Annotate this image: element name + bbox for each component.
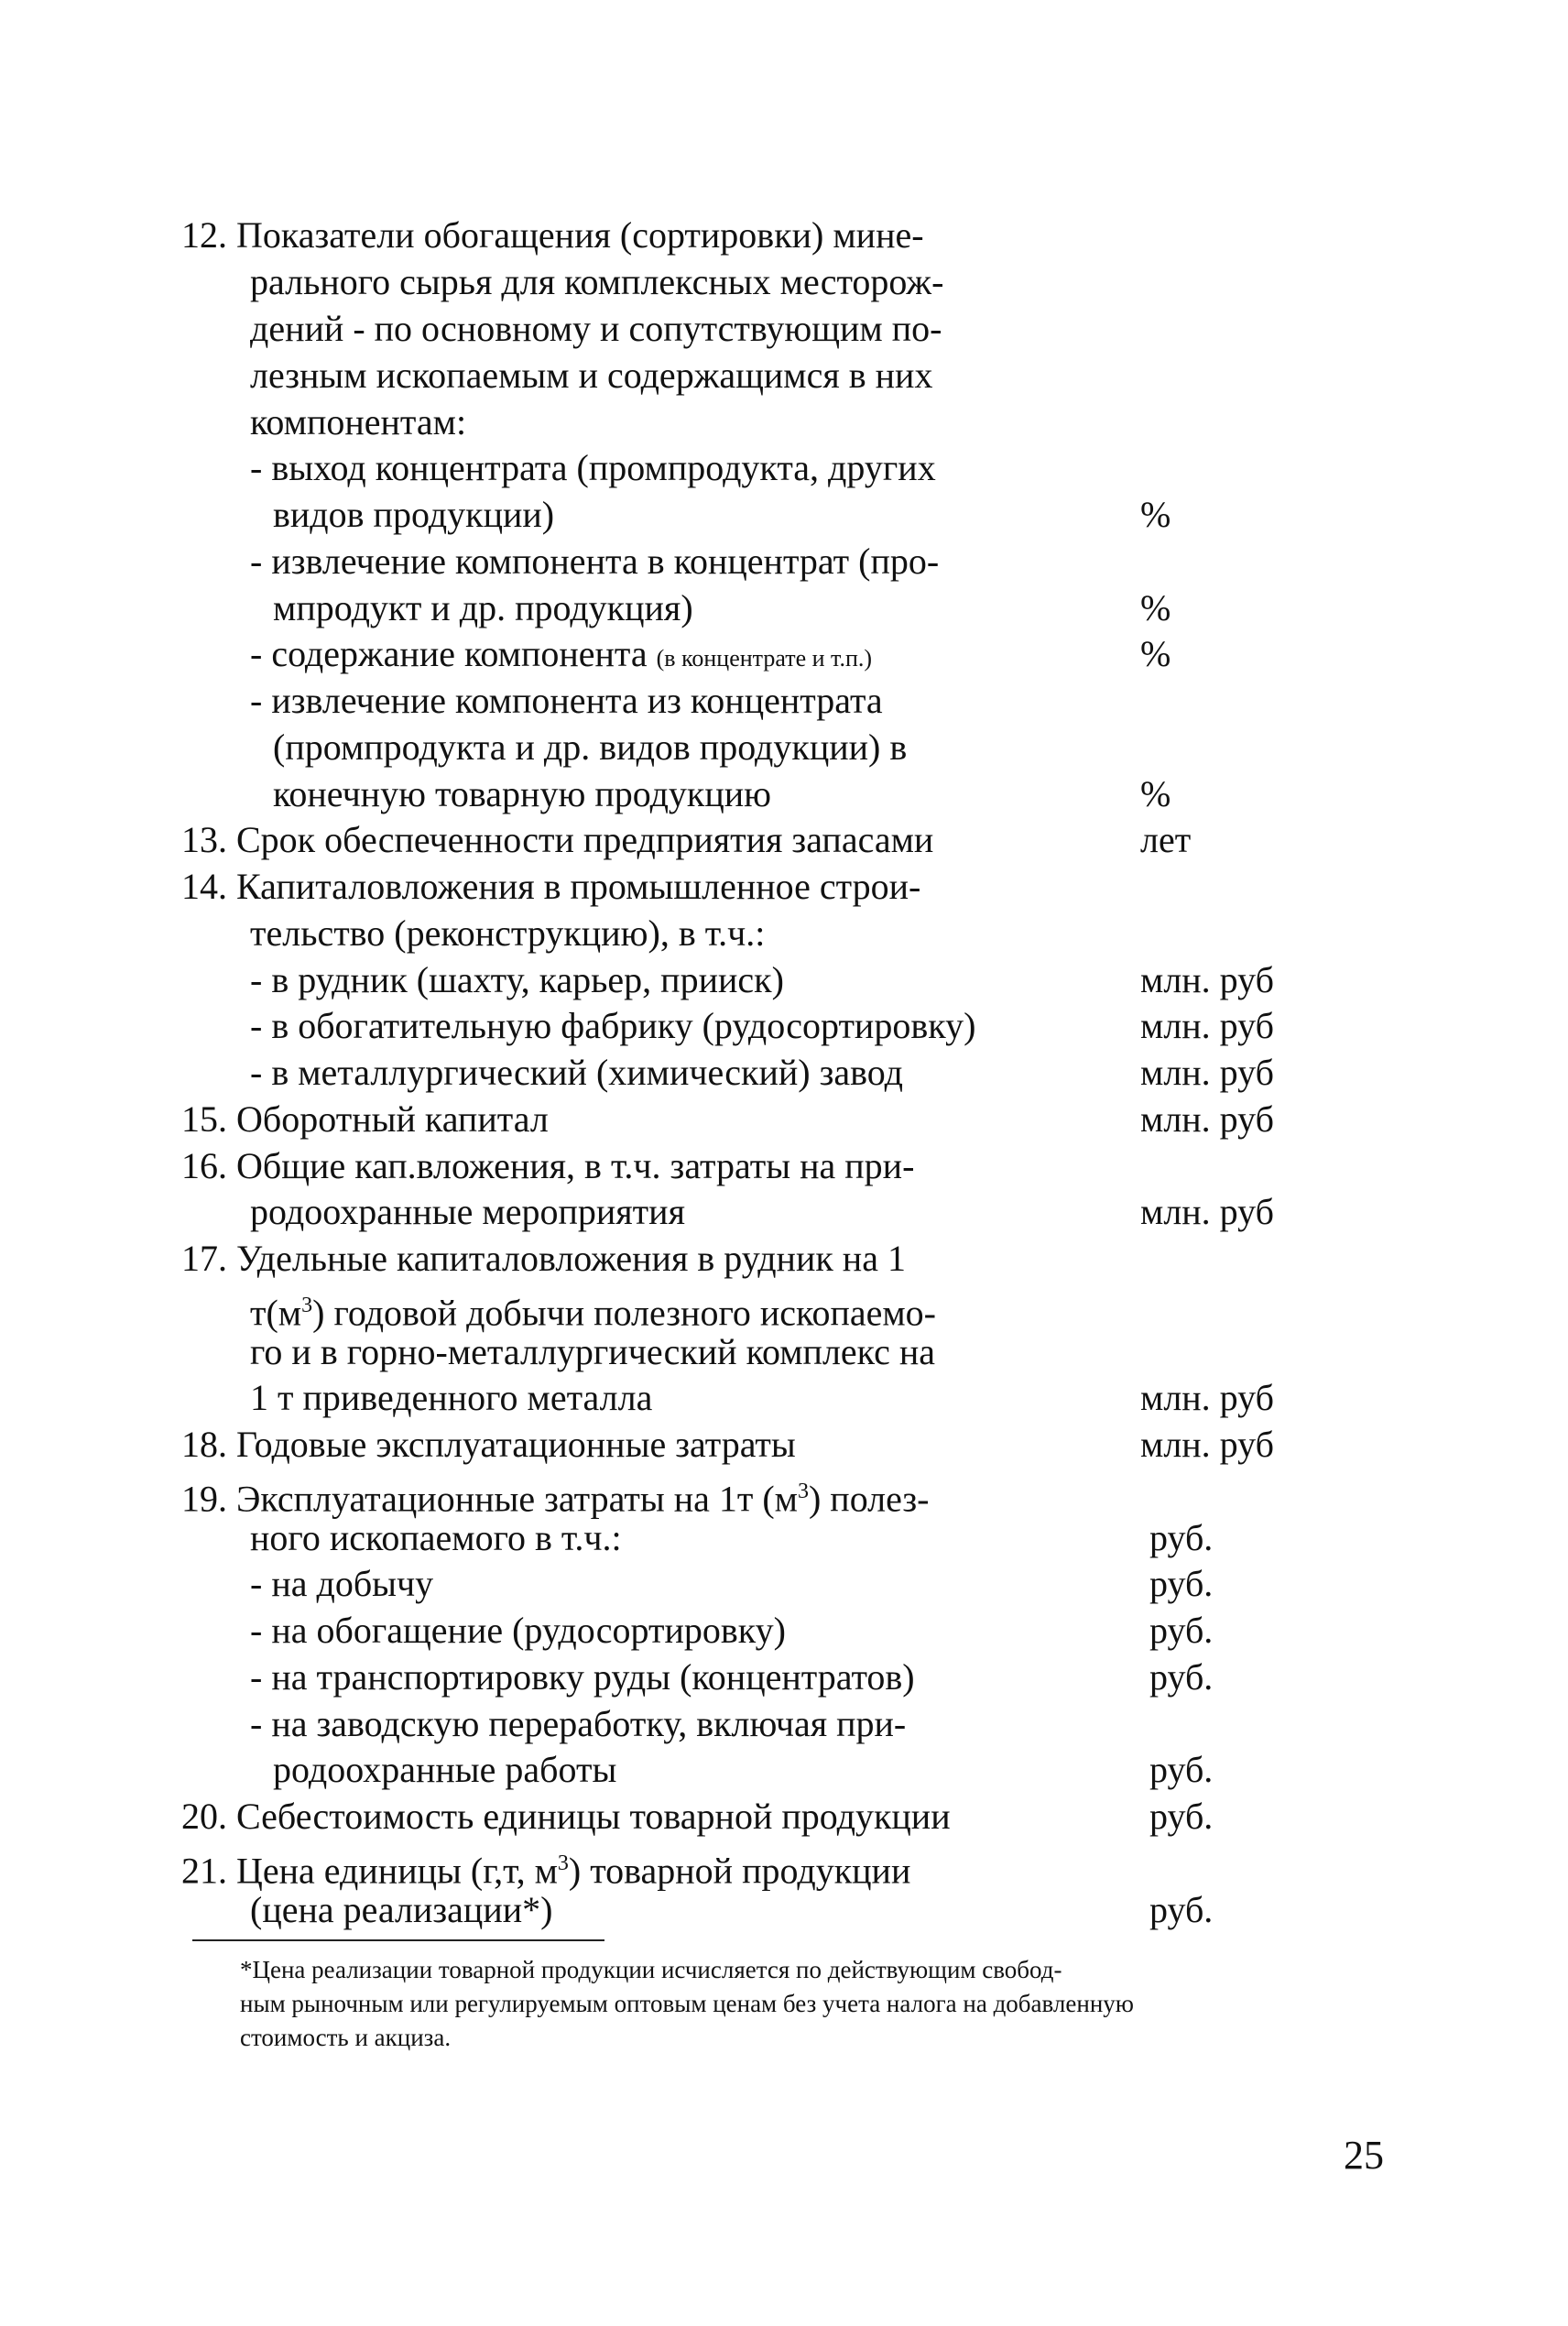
item-20: 20. Себестоимость единицы товарной продукции [181, 1796, 951, 1837]
item-17-line-3: го и в горно-металлургический комплекс на [250, 1331, 936, 1372]
item-19-sub-processing: - на обогащение (рудосортировку) [250, 1610, 786, 1651]
item-21-line-1 [181, 1840, 910, 1894]
item-12-sub-content [250, 631, 872, 682]
item-12-line-2: рального сырья для комплексных месторож- [250, 261, 944, 302]
item-12-sub-content-text: - содержание компонента [250, 633, 657, 674]
superscript-3: 3 [797, 1480, 809, 1503]
item-16-line-1: 16. Общие кап.вложения, в т.ч. затраты на при- [181, 1145, 915, 1186]
item-12-sub-yield-cont: видов продукции) [273, 494, 555, 535]
item-21-line-2: (цена реализации*) [250, 1889, 553, 1930]
footnote-line-3: стоимость и акциза. [240, 2024, 452, 2051]
unit-rub: руб. [1149, 1749, 1214, 1790]
unit-mln-rub: млн. руб [1140, 1191, 1274, 1232]
footnote-line-1: *Цена реализации товарной продукции исчисляется по действующим свобод- [240, 1956, 1062, 1983]
unit-percent: % [1140, 494, 1171, 535]
superscript-3: 3 [301, 1294, 313, 1317]
unit-mln-rub: млн. руб [1140, 1005, 1274, 1046]
item-19-sub-mining: - на добычу [250, 1563, 434, 1604]
unit-mln-rub: млн. руб [1140, 959, 1274, 1000]
unit-rub: руб. [1149, 1517, 1214, 1558]
item-17-line-1: 17. Удельные капиталовложения в рудник на 1 [181, 1238, 906, 1279]
item-14-sub-plant: - в обогатительную фабрику (рудосортировку) [250, 1005, 976, 1046]
item-19-sub-refining-cont: родоохранные работы [273, 1749, 617, 1790]
item-19-line-2: ного ископаемого в т.ч.: [250, 1517, 622, 1558]
unit-rub: руб. [1149, 1889, 1214, 1930]
unit-rub: руб. [1149, 1656, 1214, 1698]
unit-rub: руб. [1149, 1796, 1214, 1837]
item-18: 18. Годовые эксплуатационные затраты [181, 1424, 796, 1465]
unit-mln-rub: млн. руб [1140, 1052, 1274, 1093]
item-12-sub-extraction: - извлечение компонента из концентрата [250, 680, 883, 721]
item-17-line-2-pre: т(м [250, 1292, 302, 1334]
item-12-sub-content-note: (в концентрате и т.п.) [656, 645, 873, 672]
item-13: 13. Срок обеспеченности предприятия запасами [181, 819, 934, 860]
item-19-line-1 [181, 1469, 930, 1522]
page-number: 25 [1344, 2133, 1384, 2178]
unit-mln-rub: млн. руб [1140, 1098, 1274, 1140]
item-12-line-3: дений - по основному и сопутствующим по- [250, 308, 942, 349]
item-19-line-1-pre: 19. Эксплуатационные затраты на 1т (м [181, 1478, 798, 1520]
unit-rub: руб. [1149, 1610, 1214, 1651]
item-15: 15. Оборотный капитал [181, 1098, 549, 1140]
item-16-line-2: родоохранные мероприятия [250, 1191, 685, 1232]
unit-mln-rub: млн. руб [1140, 1424, 1274, 1465]
item-19-line-1-post: ) полез- [808, 1478, 930, 1520]
unit-years: лет [1140, 819, 1192, 860]
item-12-line-1: 12. Показатели обогащения (сортировки) мине- [181, 214, 924, 256]
item-14-line-2: тельство (реконструкцию), в т.ч.: [250, 912, 766, 954]
unit-percent: % [1140, 773, 1171, 814]
item-12-sub-extraction-cont-2: конечную товарную продукцию [273, 773, 772, 814]
item-12-sub-recovery-cont: мпродукт и др. продукция) [273, 587, 693, 628]
item-12-sub-recovery: - извлечение компонента в концентрат (про- [250, 541, 940, 582]
item-12-line-5: компонентам: [250, 401, 467, 442]
unit-mln-rub: млн. руб [1140, 1377, 1274, 1418]
unit-percent: % [1140, 633, 1171, 674]
superscript-3: 3 [557, 1851, 569, 1875]
item-21-line-1-pre: 21. Цена единицы (г,т, м [181, 1850, 558, 1892]
item-19-sub-transport: - на транспортировку руды (концентратов) [250, 1656, 915, 1698]
item-19-sub-refining: - на заводскую переработку, включая при- [250, 1703, 907, 1744]
item-12-sub-extraction-cont-1: (промпродукта и др. видов продукции) в [273, 726, 908, 768]
item-17-line-2 [250, 1283, 936, 1336]
item-12-line-4: лезным ископаемым и содержащимся в них [250, 355, 933, 396]
footnote-divider [192, 1939, 604, 1941]
item-17-line-4: 1 т приведенного металла [250, 1377, 653, 1418]
item-17-line-2-post: ) годовой добычи полезного ископаемо- [312, 1292, 936, 1334]
item-14-sub-factory: - в металлургический (химический) завод [250, 1052, 903, 1093]
item-12-sub-yield: - выход концентрата (промпродукта, других [250, 447, 936, 488]
item-14-line-1: 14. Капиталовложения в промышленное строи- [181, 866, 921, 907]
unit-percent: % [1140, 587, 1171, 628]
unit-rub: руб. [1149, 1563, 1214, 1604]
item-14-sub-mine: - в рудник (шахту, карьер, прииск) [250, 959, 784, 1000]
item-21-line-1-post: ) товарной продукции [568, 1850, 911, 1892]
footnote-line-2: ным рыночным или регулируемым оптовым ценам без учета налога на добавленную [240, 1990, 1134, 2017]
